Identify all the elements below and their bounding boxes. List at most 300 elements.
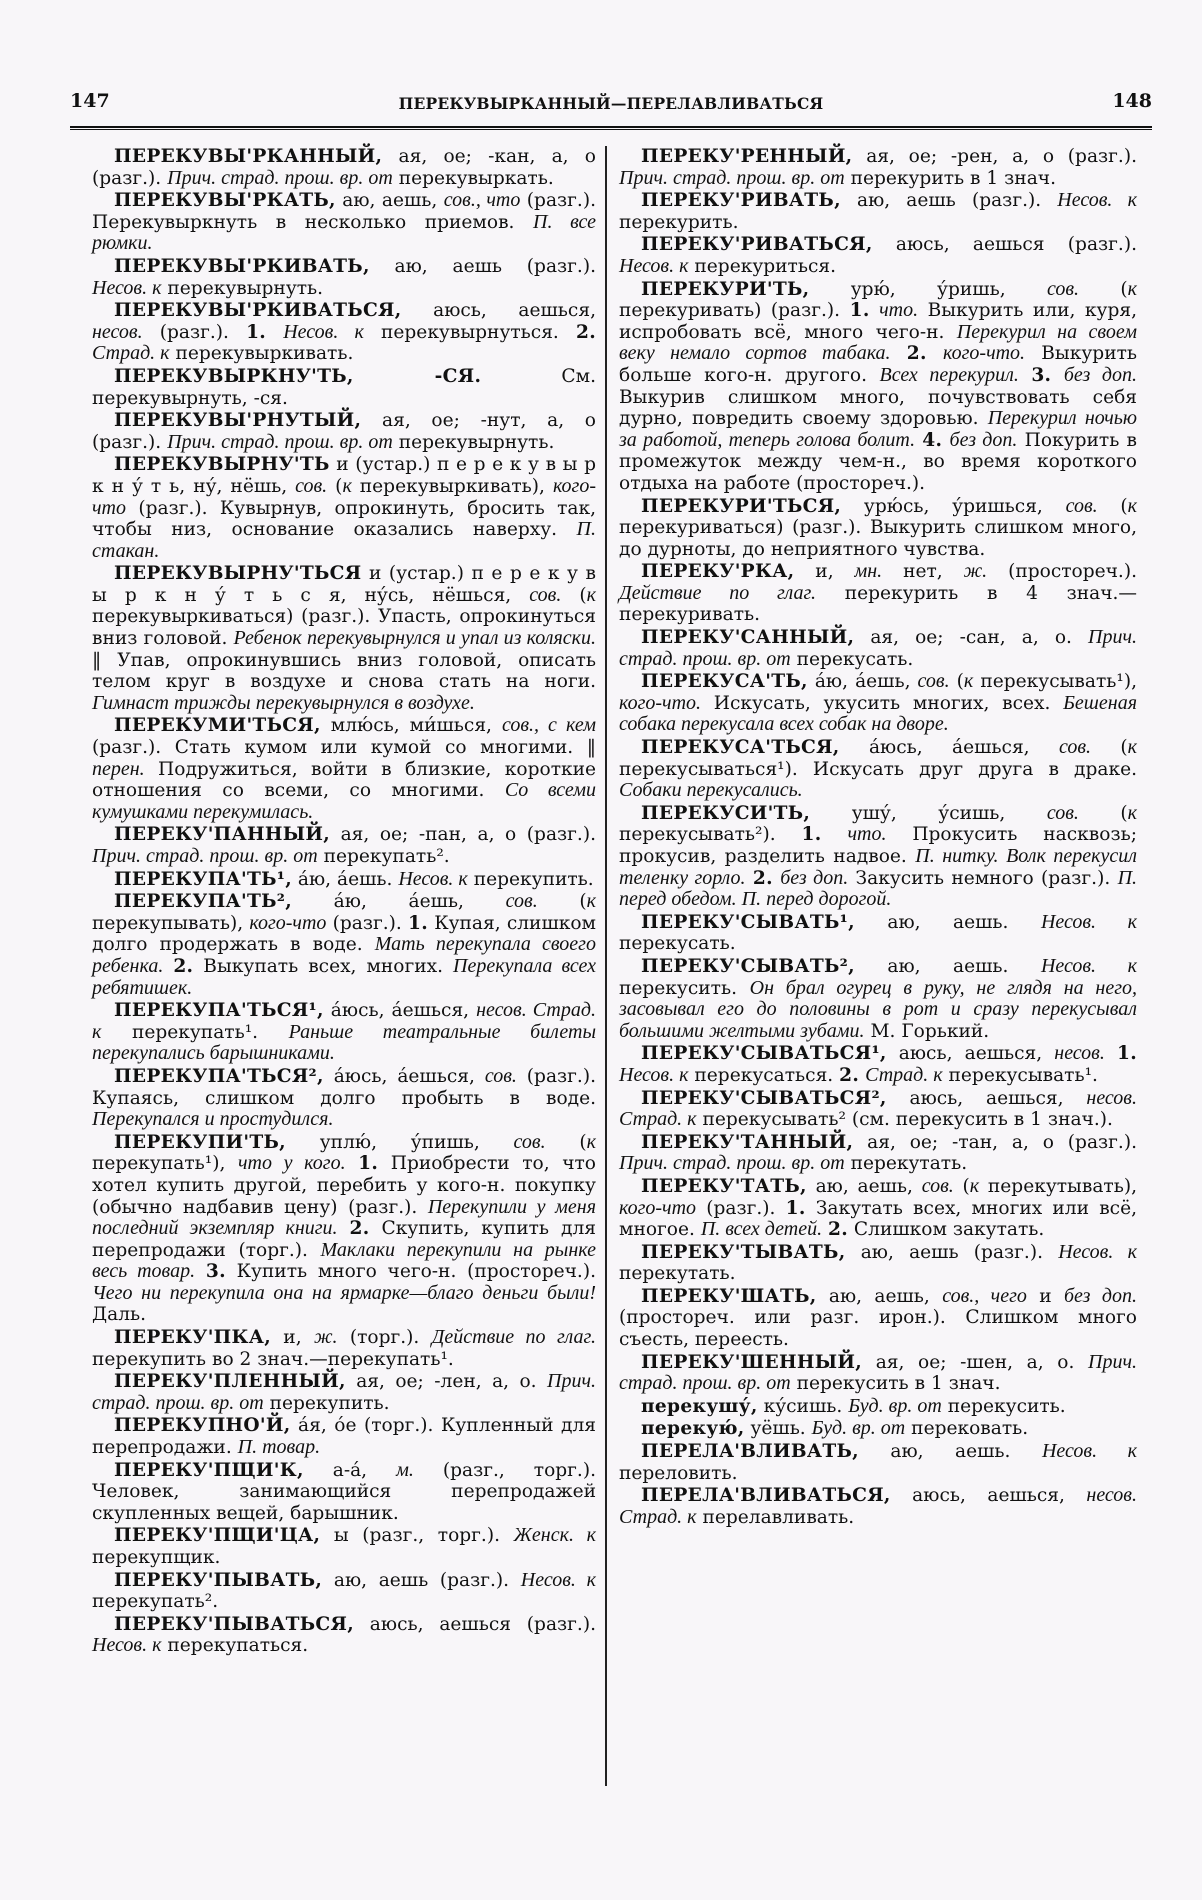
- dictionary-entry: [92, 1570, 596, 1613]
- entry-text: Выкупать всех, многих.: [193, 955, 454, 977]
- entry-text: перекурить.: [619, 211, 739, 233]
- headword: 2.: [173, 955, 194, 977]
- entry-text: (: [1097, 495, 1128, 517]
- dictionary-entry: [619, 737, 1137, 802]
- entry-text: (: [949, 671, 964, 693]
- italic-gloss: несов.: [1054, 1042, 1105, 1065]
- italic-gloss: к: [1127, 801, 1137, 824]
- headword: ПЕРЕКУ'ПЫВАТЬ,: [114, 1569, 323, 1591]
- italic-gloss: сов.: [1058, 736, 1092, 759]
- entry-text: [891, 343, 907, 364]
- italic-gloss: Мать перекупала своего ребенка.: [92, 933, 596, 977]
- italic-gloss: кого-что.: [943, 342, 1026, 365]
- italic-gloss: к: [1127, 277, 1138, 300]
- headword: 2.: [828, 1219, 849, 1241]
- entry-text: (разг.).: [696, 1197, 786, 1219]
- dictionary-entry: [92, 1066, 596, 1131]
- italic-gloss: П. все рюмки.: [92, 210, 596, 255]
- entry-text: ая, ое; -нут, а, о (разг.).: [92, 410, 596, 453]
- italic-gloss: сов.: [921, 1174, 954, 1197]
- entry-text: перекусывать¹.: [942, 1064, 1098, 1086]
- entry-text: перекувырнуть.: [161, 277, 324, 299]
- entry-text: аю, аешь,: [806, 1175, 922, 1197]
- entry-text: перекуривать) (разг.).: [619, 300, 850, 322]
- entry-text: ая, ое; -лен, а, о.: [345, 1371, 548, 1393]
- entry-text: перекупаться.: [161, 1635, 309, 1657]
- entry-text: перекутать.: [619, 1263, 736, 1285]
- entry-text: перекупать¹),: [92, 1153, 238, 1175]
- dictionary-entry: [619, 956, 1137, 1042]
- italic-gloss: Ребенок перекувырнулся и упал из коляски.: [233, 627, 596, 650]
- dictionary-entry: [619, 1352, 1137, 1395]
- entry-text: перекупщик.: [92, 1547, 221, 1568]
- italic-gloss: сов.: [1046, 801, 1079, 824]
- headword: 3.: [205, 1261, 226, 1283]
- dictionary-entry: [619, 627, 1137, 670]
- entry-text: Покурить в промежуток между чем-н., во время короткого отдыха на работе (простореч.).: [619, 429, 1138, 494]
- entry-text: перекусывать¹),: [973, 671, 1137, 693]
- entry-text: Выкурить или, куря, испробовать всё, много чего-н.: [619, 300, 1137, 343]
- italic-gloss: к: [969, 1174, 980, 1197]
- dictionary-entry: [92, 454, 596, 562]
- italic-gloss: перен.: [92, 757, 145, 780]
- italic-gloss: Он брал огурец в руку, не глядя на него, засовывал его до половины в рот и сразу перекусывал большими желтыми зубами.: [619, 976, 1138, 1042]
- dictionary-entry: [619, 1418, 1137, 1440]
- entry-text: а́ю, а́ешь.: [291, 868, 399, 890]
- italic-gloss: к: [586, 583, 596, 606]
- entry-text: и (устар.) п е р е к у в ы р к н у́ т ь с я, ну́сь, нёшься,: [92, 563, 596, 606]
- italic-gloss: несов. Страд. к: [619, 1086, 1137, 1131]
- entry-text: и,: [794, 561, 855, 583]
- entry-text: перекупать².: [317, 846, 450, 867]
- italic-gloss: к: [963, 670, 974, 693]
- dictionary-entry: [92, 1371, 596, 1414]
- italic-gloss: несов. Страд. к: [92, 999, 596, 1043]
- entry-text: а́ю, а́ешь,: [807, 671, 918, 693]
- entry-text: [870, 300, 880, 321]
- entry-text: (: [1091, 737, 1128, 759]
- entry-text: (разг.).: [142, 321, 247, 343]
- headword: ПЕРЕКУ'РКА,: [641, 561, 795, 583]
- italic-gloss: кого-что.: [619, 691, 702, 714]
- entry-text: а́юсь, а́ешься,: [323, 1065, 485, 1087]
- headword: ПЕРЕКУВЫ'РКАННЫЙ,: [114, 146, 383, 167]
- entry-text: Подружиться, войти в близкие, короткие отношения со всеми, со многими.: [92, 758, 596, 802]
- entry-text: перекупить.: [263, 1392, 390, 1414]
- dictionary-entry: [619, 496, 1137, 561]
- italic-gloss: сов.: [295, 474, 328, 497]
- headword: ПЕРЕКУРИ'ТЬ,: [641, 278, 810, 300]
- dictionary-entry: [92, 1460, 596, 1525]
- headword: ПЕРЕКУ'ПЩИ'ЦА,: [114, 1525, 321, 1547]
- entry-text: перекусываться¹). Искусать друг друга в драке.: [619, 758, 1137, 780]
- italic-gloss: П. перед обедом. П. перед дорогой.: [619, 866, 1138, 911]
- dictionary-entry: [92, 1415, 596, 1458]
- entry-text: перекувырнуться.: [363, 321, 576, 343]
- headword: ПЕРЕКУРИ'ТЬСЯ,: [641, 495, 842, 517]
- entry-text: (разг.). Купаясь, слишком долго пробыть в воде.: [92, 1065, 596, 1109]
- italic-gloss: Раньше театральные билеты перекупались барышниками.: [92, 1020, 597, 1065]
- entry-text: [338, 1218, 350, 1239]
- entry-text: перековать.: [905, 1418, 1029, 1440]
- entry-text: ы (разг., торг.).: [320, 1525, 514, 1547]
- entry-text: Закутать всех, многих или всё, многое.: [619, 1197, 1137, 1241]
- dictionary-entry: [92, 891, 596, 999]
- headword: ПЕРЕКУВЫРНУ'ТЬ: [114, 454, 330, 476]
- entry-text: (разг.). Стать кумом или кумой со многими. ‖: [92, 737, 596, 759]
- headword: ПЕРЕКУ'САННЫЙ,: [641, 627, 855, 649]
- italic-gloss: мн.: [854, 560, 883, 583]
- italic-gloss: к: [1127, 736, 1137, 759]
- page-header: [70, 88, 1152, 118]
- entry-text: и (устар.) п е р е к у в ы р к н у́ т ь, ну́, нёшь,: [92, 454, 596, 497]
- entry-text: а́я, о́е (торг.). Купленный для перепродажи.: [92, 1415, 596, 1459]
- header-rule-thin: [70, 129, 1152, 130]
- italic-gloss: Несов. к: [619, 254, 689, 277]
- dictionary-entry: [619, 1396, 1137, 1418]
- italic-gloss: Буд. вр. от: [848, 1394, 942, 1417]
- entry-text: млю́сь, ми́шься,: [320, 715, 502, 737]
- entry-text: и: [1026, 1285, 1064, 1307]
- entry-text: (: [561, 584, 587, 606]
- entry-text: Закусить немного (разг.).: [848, 867, 1118, 889]
- dictionary-entry: [92, 1132, 596, 1326]
- entry-text: аюсь, аешься (разг.).: [354, 1613, 596, 1635]
- headword: ПЕРЕКУ'РЕННЫЙ,: [641, 146, 853, 167]
- headword: ПЕРЕКУ'СЫВАТЬСЯ¹,: [641, 1043, 887, 1065]
- entry-text: аю, аешь.: [858, 1441, 1042, 1463]
- entry-text: и,: [270, 1327, 314, 1349]
- italic-gloss: Действие по глаг.: [619, 581, 817, 604]
- headword: ПЕРЕКУВЫРКНУ'ТЬ, -СЯ.: [114, 365, 482, 387]
- italic-gloss: Действие по глаг.: [431, 1326, 597, 1349]
- dictionary-entry: [619, 190, 1137, 233]
- entry-text: перекусать.: [790, 648, 914, 670]
- italic-gloss: Перекурил ночью за работой, теперь голова болит.: [619, 407, 1137, 451]
- entry-text: (: [953, 1175, 970, 1197]
- italic-gloss: Перекурил на своем веку немало сортов табака.: [619, 320, 1137, 365]
- dictionary-entry: [619, 1286, 1137, 1351]
- headword: ПЕРЕКУ'СЫВАТЬСЯ²,: [641, 1087, 887, 1109]
- italic-gloss: Чего ни перекупила она на ярмарке—благо деньги были!: [92, 1281, 596, 1304]
- italic-gloss: Несов. к: [398, 867, 468, 890]
- italic-gloss: сов.: [505, 890, 538, 913]
- entry-text: Выкурив слишком много, почувствовать себя дурно, повредить своему здоровью.: [619, 386, 1137, 430]
- headword: ПЕРЕКУ'СЫВАТЬ²,: [641, 955, 855, 977]
- entry-text: [822, 824, 848, 845]
- italic-gloss: кого-что: [249, 911, 327, 934]
- entry-text: а́ю, а́ешь,: [291, 891, 506, 913]
- italic-gloss: сов., чего: [942, 1284, 1027, 1307]
- italic-gloss: Несов. к: [520, 1568, 596, 1591]
- headword: ПЕРЕКУ'ШЕННЫЙ,: [641, 1351, 863, 1373]
- italic-gloss: ж.: [313, 1326, 338, 1349]
- headword: ПЕРЕКУ'ПЫВАТЬСЯ,: [114, 1613, 354, 1635]
- italic-gloss: Несов. к: [619, 1063, 689, 1086]
- entry-text: [942, 430, 949, 451]
- entry-text: перекусить.: [941, 1395, 1066, 1417]
- entry-text: перекутывать),: [979, 1175, 1137, 1197]
- entry-text: аю, аешь (разг.).: [840, 190, 1058, 212]
- italic-gloss: Перекупала всех ребятишек.: [92, 954, 596, 999]
- italic-gloss: Прич. страд. прош. вр. от: [619, 626, 1137, 670]
- entry-text: [1105, 1043, 1117, 1064]
- headword: ПЕРЕКУ'ТАТЬ,: [641, 1175, 807, 1197]
- entry-text: ая, ое; -пан, а, о (разг.).: [330, 824, 596, 846]
- entry-text: перекувыркивать.: [169, 343, 354, 365]
- entry-text: аю, аешь (разг.).: [845, 1241, 1059, 1263]
- entry-text: ая, ое; -рен, а, о (разг.).: [852, 146, 1137, 167]
- headword: перекушу́,: [641, 1395, 758, 1417]
- headword: ПЕРЕКУМИ'ТЬСЯ,: [114, 715, 321, 737]
- italic-gloss: к: [586, 1130, 596, 1153]
- entry-text: уёшь.: [744, 1418, 812, 1440]
- entry-text: урю́, у́ришь,: [809, 278, 1047, 300]
- headword: 2.: [752, 867, 773, 889]
- entry-text: аю, аешь (разг.).: [322, 1569, 521, 1591]
- entry-text: ая, ое; -шен, а, о.: [862, 1351, 1089, 1373]
- headword: ПЕРЕКУВЫ'РНУТЫЙ,: [114, 410, 362, 432]
- column-left: [92, 146, 596, 1658]
- headword: ПЕРЕКУ'РИВАТЬ,: [641, 190, 841, 212]
- entry-text: (разг.). Перекувыркнуть в несколько приемов.: [92, 190, 596, 233]
- dictionary-entry: [92, 366, 596, 409]
- dictionary-entry: [619, 803, 1137, 911]
- italic-gloss: несов. Страд. к: [619, 1484, 1137, 1528]
- headword: ПЕРЕКУСИ'ТЬ,: [641, 802, 811, 824]
- entry-text: Приобрести то, что хотел купить другой, перебить у кого-н. покупку (обычно надбавив цену) (разг.).: [92, 1153, 597, 1218]
- headword: ПЕРЕКУПНО'Й,: [114, 1415, 291, 1437]
- entry-text: аюсь, аешься (разг.).: [872, 234, 1137, 256]
- entry-text: а́юсь, а́ешься,: [839, 737, 1059, 759]
- italic-gloss: Собаки перекусались.: [619, 779, 803, 802]
- headword: 1.: [801, 824, 822, 846]
- entry-text: Купая, слишком долго продержать в воде.: [92, 912, 597, 956]
- headword: 2.: [839, 1064, 860, 1086]
- italic-gloss: что.: [879, 299, 919, 322]
- entry-text: ‖ Упав, опрокинувшись вниз головой, описать телом круг в воздухе и снова стать на ноги.: [92, 649, 596, 693]
- entry-text: Купить много чего-н. (простореч.).: [225, 1261, 596, 1283]
- headword: ПЕРЕКУПА'ТЬСЯ¹,: [114, 1000, 324, 1022]
- italic-gloss: Буд. вр. от: [811, 1417, 906, 1440]
- headword: ПЕРЕКУ'СЫВАТЬ¹,: [641, 911, 855, 933]
- entry-text: (: [537, 891, 587, 913]
- entry-text: перекусаться.: [688, 1064, 840, 1086]
- italic-gloss: сов.: [917, 670, 950, 693]
- dictionary-entry: [619, 1485, 1137, 1528]
- entry-text: (торг.).: [337, 1327, 432, 1349]
- entry-text: уплю́, у́пишь,: [285, 1131, 514, 1153]
- headword: ПЕРЕКУ'ПКА,: [114, 1327, 271, 1349]
- dictionary-entry: [619, 561, 1137, 626]
- entry-text: а-а́,: [303, 1459, 397, 1481]
- entry-text: перекувыркивать),: [351, 475, 553, 497]
- dictionary-entry: [92, 410, 596, 453]
- headword: ПЕРЕКУВЫРНУ'ТЬСЯ: [114, 563, 362, 585]
- headword: ПЕРЕКУ'ПЛЕННЫЙ,: [114, 1371, 346, 1393]
- dictionary-entry: [619, 1441, 1137, 1484]
- italic-gloss: без доп.: [1063, 363, 1137, 386]
- italic-gloss: Прич. страд. прош. вр. от: [167, 166, 393, 189]
- headword: 2.: [349, 1218, 370, 1240]
- headword: 1.: [358, 1153, 379, 1175]
- entry-text: аюсь, аешься,: [886, 1043, 1055, 1065]
- italic-gloss: Перекупили у меня последний экземпляр книги.: [92, 1195, 597, 1240]
- entry-text: перекупать¹.: [101, 1021, 289, 1043]
- italic-gloss: сов.: [1065, 494, 1098, 517]
- entry-text: перекуриться.: [688, 255, 837, 277]
- entry-text: урю́сь, у́ришься,: [841, 495, 1066, 517]
- italic-gloss: без доп.: [780, 866, 849, 889]
- italic-gloss: сов., с кем: [501, 714, 596, 737]
- headword: ПЕРЕКУ'ПАННЫЙ,: [114, 824, 331, 846]
- entry-text: (разг.). Кувырнув, опрокинуть, бросить так, чтобы низ, основание оказались наверху.: [92, 497, 596, 541]
- entry-text: Прокусить насквозь; прокусив, разделить надвое.: [619, 824, 1137, 867]
- italic-gloss: П. нитку. Волк перекусил теленку горло.: [619, 845, 1137, 889]
- italic-gloss: сов.: [529, 583, 562, 606]
- italic-gloss: что.: [847, 823, 887, 846]
- entry-text: перекувыркать.: [392, 167, 554, 189]
- entry-text: ая, ое; -сан, а, о.: [854, 627, 1089, 649]
- italic-gloss: Всех перекурил.: [879, 363, 1019, 386]
- italic-gloss: Прич. страд. прош. вр. от: [92, 1370, 596, 1414]
- entry-text: аю, аешь.: [854, 911, 1041, 933]
- entry-text: (: [1079, 278, 1128, 300]
- entry-text: перекуриваться) (разг.). Выкурить слишком много, до дурноты, до неприятного чувства.: [619, 517, 1137, 560]
- italic-gloss: Несов. к: [283, 320, 364, 343]
- italic-gloss: Несов. к: [92, 1634, 162, 1657]
- entry-text: [163, 956, 173, 977]
- italic-gloss: кого-что: [619, 1196, 697, 1219]
- italic-gloss: без доп.: [949, 428, 1018, 451]
- entry-text: перекупать².: [92, 1591, 219, 1613]
- headword: ПЕРЕКУПА'ТЬСЯ²,: [114, 1065, 324, 1087]
- italic-gloss: что у кого.: [237, 1152, 346, 1175]
- italic-gloss: Прич. страд. прош. вр. от: [619, 1350, 1137, 1395]
- entry-text: перекусать.: [619, 933, 736, 955]
- headword: ПЕРЕКУВЫ'РКИВАТЬСЯ,: [114, 300, 402, 322]
- italic-gloss: сов.: [513, 1130, 546, 1153]
- italic-gloss: Страд. к: [92, 342, 170, 365]
- entry-text: ку́сишь.: [757, 1395, 849, 1417]
- entry-text: (простореч. или разг. ирон.). Слишком много съесть, переесть.: [619, 1307, 1137, 1351]
- dictionary-entry: [92, 1525, 596, 1568]
- entry-text: ая, ое; -кан, а, о (разг.).: [92, 146, 596, 189]
- dictionary-entry: [619, 1176, 1137, 1241]
- italic-gloss: П. товар.: [237, 1436, 321, 1459]
- dictionary-entry: [92, 300, 596, 365]
- italic-gloss: Несов. к: [1040, 910, 1137, 933]
- headword: ПЕРЕКУСА'ТЬ,: [641, 671, 808, 693]
- italic-gloss: Бешеная собака перекусала всех собак на дворе.: [619, 691, 1137, 736]
- entry-text: Даль.: [92, 1304, 147, 1326]
- italic-gloss: Прич. страд. прош. вр. от: [167, 430, 393, 453]
- headword: ПЕРЕКУ'ТАННЫЙ,: [641, 1131, 854, 1153]
- dictionary-entry: [619, 1132, 1137, 1175]
- entry-text: См. перекувырнуть, -ся.: [92, 365, 596, 409]
- headword: ПЕРЕКУПИ'ТЬ,: [114, 1131, 286, 1153]
- dictionary-entry: [619, 146, 1137, 189]
- entry-text: М. Горький.: [864, 1020, 990, 1042]
- headword: 1.: [1116, 1043, 1137, 1065]
- entry-text: перелавливать.: [696, 1506, 855, 1528]
- dictionary-entry: [619, 1043, 1137, 1086]
- page-number-right: 148: [1112, 90, 1152, 112]
- italic-gloss: к: [1127, 494, 1137, 517]
- entry-text: [195, 1261, 206, 1282]
- italic-gloss: П. всех детей.: [700, 1218, 823, 1241]
- headword: 1.: [408, 912, 429, 934]
- dictionary-entry: [92, 563, 596, 714]
- entry-text: ушу́, у́сишь,: [810, 802, 1047, 824]
- entry-text: аю, аешь.: [854, 955, 1041, 977]
- entry-text: (: [1078, 802, 1128, 824]
- entry-text: а́юсь, а́ешься,: [323, 1000, 477, 1022]
- entry-text: аю, аешь,: [816, 1285, 943, 1307]
- entry-text: [346, 1153, 359, 1174]
- entry-text: перекутать.: [844, 1153, 968, 1175]
- entry-text: перекупить.: [467, 868, 594, 890]
- page-number-left: 147: [70, 90, 110, 112]
- headword: ПЕРЕКУСА'ТЬСЯ,: [641, 737, 840, 759]
- entry-text: аю, аешь (разг.).: [369, 255, 596, 277]
- entry-text: нет,: [882, 561, 964, 583]
- italic-gloss: Несов. к: [1040, 954, 1137, 977]
- entry-text: Скупить, купить для перепродажи (торг.).: [92, 1218, 596, 1261]
- headword: 1.: [785, 1197, 806, 1219]
- entry-text: [1019, 365, 1031, 386]
- dictionary-entry: [619, 279, 1137, 495]
- headword: 1.: [849, 300, 870, 322]
- column-divider: [605, 146, 607, 1786]
- entry-text: перекувырнуть.: [392, 431, 555, 453]
- entry-text: аюсь, аешься,: [401, 300, 596, 322]
- italic-gloss: сов.: [484, 1064, 517, 1087]
- headword: ПЕРЕКУВЫ'РКАТЬ,: [114, 190, 336, 212]
- italic-gloss: Страд. к: [865, 1063, 943, 1086]
- dictionary-entry: [92, 715, 596, 823]
- entry-text: аюсь, аешься,: [886, 1087, 1087, 1109]
- running-head: ПЕРЕКУВЫРКАННЫЙ—ПЕРЕЛАВЛИВАТЬСЯ: [398, 94, 824, 113]
- entry-text: перекусывать²).: [619, 824, 802, 846]
- italic-gloss: Несов. к: [92, 276, 162, 299]
- headword: 2.: [906, 343, 927, 365]
- entry-text: Слишком закутать.: [848, 1219, 1045, 1241]
- italic-gloss: Гимнаст трижды перекувырнулся в воздухе.: [92, 691, 475, 714]
- italic-gloss: Несов. к: [1058, 1240, 1137, 1263]
- dictionary-entry: [92, 146, 596, 189]
- headword: ПЕРЕКУВЫ'РКИВАТЬ,: [114, 255, 370, 277]
- headword: ПЕРЕКУПА'ТЬ²,: [114, 891, 292, 913]
- italic-gloss: несов.: [92, 320, 143, 343]
- entry-text: Выкурить больше кого-н. другого.: [619, 343, 1137, 386]
- entry-text: перекурить в 4 знач.—перекуривать.: [619, 582, 1137, 626]
- entry-text: (разг., торг.). Человек, занимающийся перепродажей скупленных вещей, барышник.: [92, 1459, 596, 1524]
- italic-gloss: Перекупался и простудился.: [92, 1108, 334, 1131]
- italic-gloss: П. стакан.: [92, 518, 596, 562]
- headword: ПЕРЕЛА'ВЛИВАТЬСЯ,: [641, 1485, 891, 1507]
- entry-text: [927, 343, 943, 364]
- dictionary-entry: [619, 1242, 1137, 1285]
- italic-gloss: Прич. страд. прош. вр. от: [92, 845, 318, 867]
- dictionary-entry: [92, 1000, 596, 1065]
- italic-gloss: кого-что: [92, 474, 597, 519]
- entry-text: перекувыркиваться) (разг.). Упасть, опрокинуться вниз головой.: [92, 606, 596, 650]
- italic-gloss: сов., что: [443, 189, 521, 212]
- column-right: [619, 146, 1137, 1529]
- entry-text: (: [545, 1131, 587, 1153]
- italic-gloss: м.: [396, 1458, 414, 1481]
